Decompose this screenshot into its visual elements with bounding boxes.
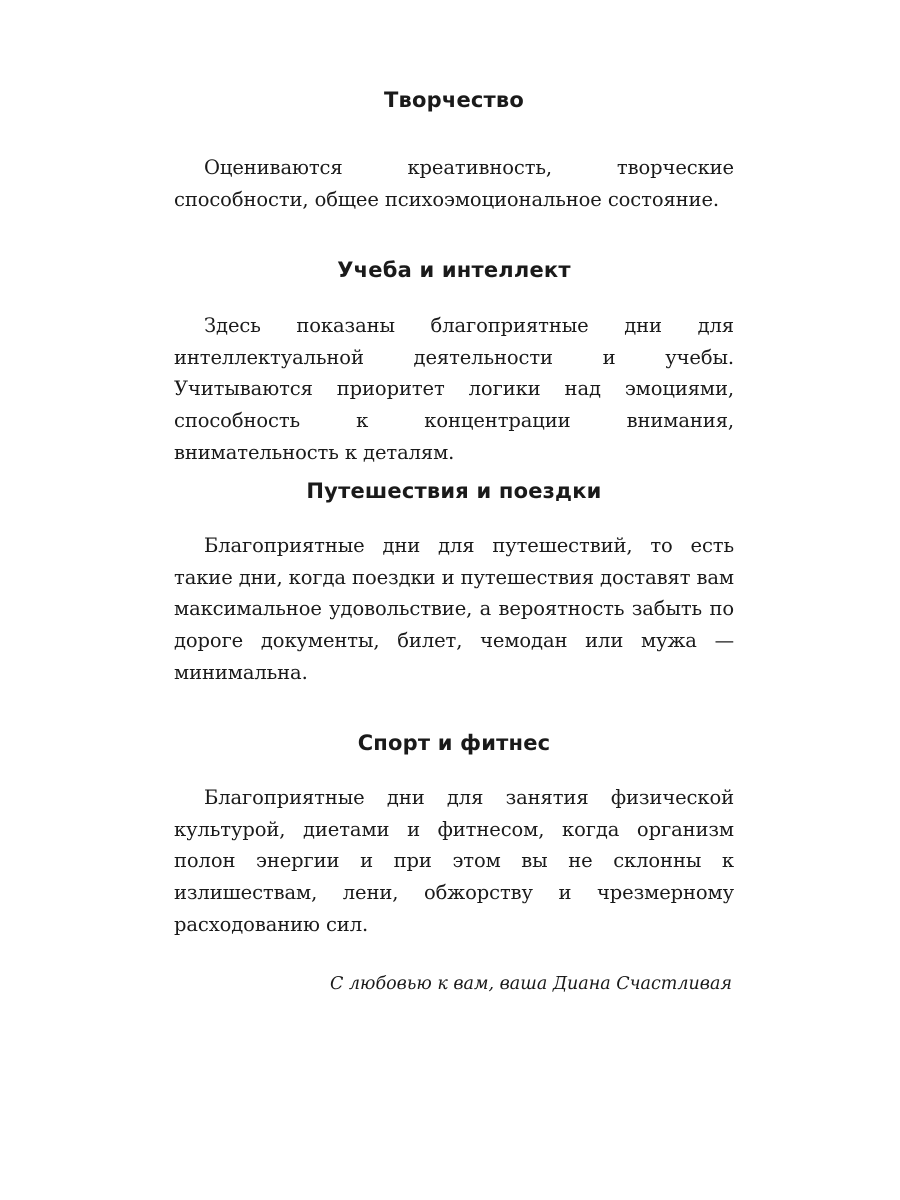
section-heading-sport: Спорт и фитнес <box>357 731 551 755</box>
section-text-travel: Благоприятные дни для путешествий, то есть такие дни, когда поездки и путешествия доставят вам максимальное удовольствие, а вероятность забыть по дороге документы, билет, чемодан или мужа — минимальна. <box>174 534 734 684</box>
author-signature: С любовью к вам, ваша Диана Счастливая <box>329 974 732 994</box>
section-heading-study: Учеба и интеллект <box>337 258 571 282</box>
section-text-study: Здесь показаны благоприятные дни для интеллектуальной деятельности и учебы. Учитываются приоритет логики над эмоциями, способность к концентрации внимания, внимательность к деталям. <box>174 314 734 464</box>
section-text-creativity: Оцениваются креативность, творческие способности, общее психоэмоциональное состояние. <box>174 156 734 211</box>
section-heading-travel: Путешествия и поездки <box>306 479 602 503</box>
section-heading-creativity: Творчество <box>383 88 525 112</box>
section-text-sport: Благоприятные дни для занятия физической культурой, диетами и фитнесом, когда организм полон энергии и при этом вы не склонны к излишествам, лени, обжорству и чрезмерному расходованию сил. <box>174 786 734 936</box>
